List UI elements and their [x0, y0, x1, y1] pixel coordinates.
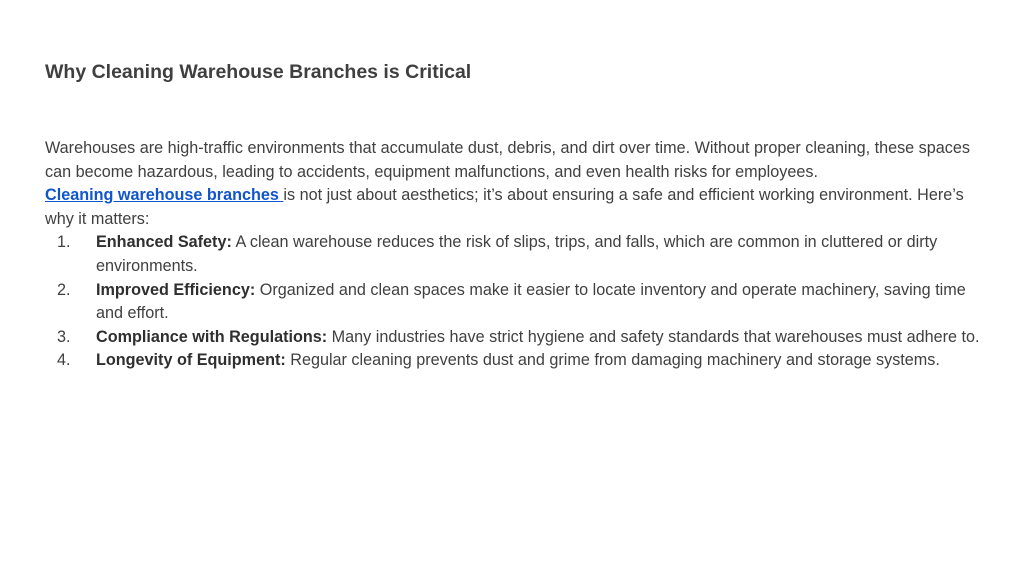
list-item-term: Longevity of Equipment:	[96, 351, 286, 370]
list-item	[45, 231, 990, 278]
list-item-text: Regular cleaning prevents dust and grime from damaging machinery and storage systems.	[285, 351, 940, 370]
intro-text: Warehouses are high-traffic environments that accumulate dust, debris, and dirt over time. Without proper cleaning, these spaces can become hazardous, leading to accidents, equipment malfunctions, and even health risks for employees.	[45, 139, 970, 181]
list-item-term: Enhanced Safety:	[96, 233, 232, 252]
intro-paragraph	[45, 137, 990, 231]
list-item-number: 2.	[57, 280, 71, 299]
list-item-number: 4.	[57, 351, 71, 370]
list-item-term: Improved Efficiency:	[96, 280, 256, 299]
list-item	[45, 326, 990, 350]
cleaning-warehouse-branches-link[interactable]: Cleaning warehouse branches	[45, 186, 284, 205]
list-item	[45, 349, 990, 373]
list-item-number: 3.	[57, 327, 71, 346]
list-item-number: 1.	[57, 233, 71, 252]
benefits-list	[45, 231, 990, 373]
list-item-text: Many industries have strict hygiene and safety standards that warehouses must adhere to.	[327, 327, 980, 346]
list-item-text: A clean warehouse reduces the risk of slips, trips, and falls, which are common in cluttered or dirty environments.	[96, 233, 938, 275]
list-item-text: Organized and clean spaces make it easier to locate inventory and operate machinery, saving time and effort.	[96, 280, 966, 323]
after-link-text: is not just about aesthetics; it’s about ensuring a safe and efficient working environment. Here’s why it matters:	[45, 186, 964, 228]
slide-title: Why Cleaning Warehouse Branches is Critical	[45, 61, 472, 83]
slide-body	[45, 137, 990, 373]
list-item	[45, 279, 990, 326]
list-item-term: Compliance with Regulations:	[96, 327, 328, 346]
